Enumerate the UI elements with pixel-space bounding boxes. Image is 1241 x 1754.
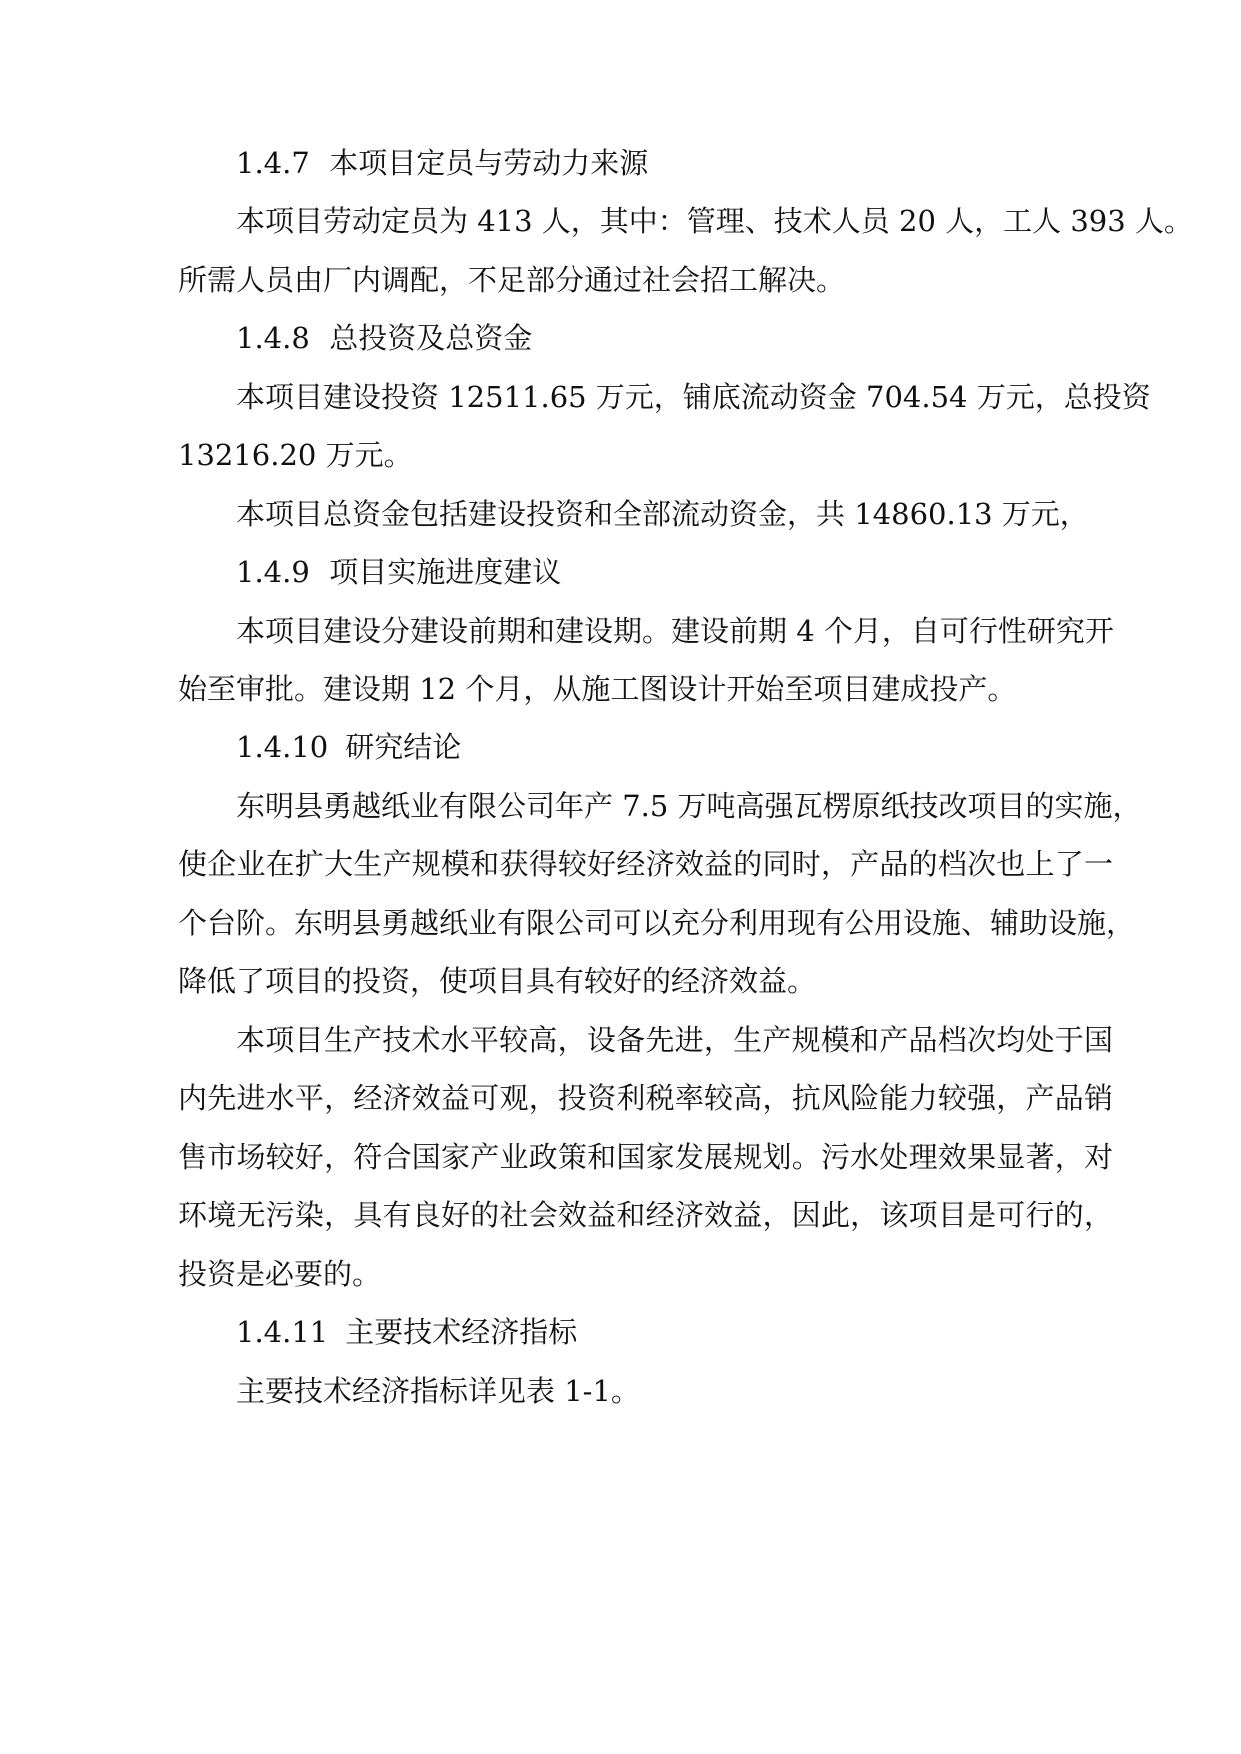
section-heading-1-4-10 xyxy=(236,727,461,767)
section-heading-1-4-9 xyxy=(236,552,561,592)
section-heading-1-4-11 xyxy=(236,1312,577,1352)
paragraph-line: 本项目生产技术水平较高，设备先进，生产规模和产品档次均处于国 xyxy=(236,1023,1113,1057)
paragraph-line: 使企业在扩大生产规模和获得较好经济效益的同时，产品的档次也上了一 xyxy=(178,847,1113,881)
paragraph-line: 本项目劳动定员为 413 人，其中：管理、技术人员 20 人，工人 393 人。 xyxy=(236,204,1193,238)
paragraph-line: 投资是必要的。 xyxy=(178,1257,382,1291)
paragraph-line: 本项目总资金包括建设投资和全部流动资金，共 14860.13 万元， xyxy=(236,497,1089,531)
section-heading-1-4-7 xyxy=(236,143,648,183)
paragraph-line: 降低了项目的投资，使项目具有较好的经济效益。 xyxy=(178,964,817,998)
section-number: 1.4.8 xyxy=(236,321,310,355)
section-number: 1.4.9 xyxy=(236,555,310,589)
paragraph-line: 所需人员由厂内调配，不足部分通过社会招工解决。 xyxy=(178,263,846,297)
paragraph-line: 13216.20 万元。 xyxy=(178,438,413,472)
paragraph-line: 环境无污染，具有良好的社会效益和经济效益，因此，该项目是可行的， xyxy=(178,1198,1113,1232)
section-heading-1-4-8 xyxy=(236,318,532,358)
paragraph-line: 售市场较好，符合国家产业政策和国家发展规划。污水处理效果显著，对 xyxy=(178,1140,1113,1174)
section-number: 1.4.10 xyxy=(236,730,329,764)
paragraph-line: 个台阶。东明县勇越纸业有限公司可以充分利用现有公用设施、辅助设施， xyxy=(178,906,1136,940)
paragraph-line: 主要技术经济指标详见表 1-1。 xyxy=(236,1374,640,1408)
section-title: 总投资及总资金 xyxy=(329,321,533,355)
section-title: 本项目定员与劳动力来源 xyxy=(329,146,649,180)
section-title: 项目实施进度建议 xyxy=(329,555,562,589)
paragraph-line: 东明县勇越纸业有限公司年产 7.5 万吨高强瓦楞原纸技改项目的实施， xyxy=(236,789,1142,823)
paragraph-line: 始至审批。建设期 12 个月，从施工图设计开始至项目建成投产。 xyxy=(178,672,1017,706)
section-number: 1.4.7 xyxy=(236,146,310,180)
section-number: 1.4.11 xyxy=(236,1315,329,1349)
section-title: 主要技术经济指标 xyxy=(345,1315,578,1349)
section-title: 研究结论 xyxy=(345,730,462,764)
paragraph-line: 本项目建设分建设前期和建设期。建设前期 4 个月，自可行性研究开 xyxy=(236,614,1114,648)
paragraph-line: 本项目建设投资 12511.65 万元，铺底流动资金 704.54 万元，总投资 xyxy=(236,380,1151,414)
paragraph-line: 内先进水平，经济效益可观，投资利税率较高，抗风险能力较强，产品销 xyxy=(178,1081,1113,1115)
